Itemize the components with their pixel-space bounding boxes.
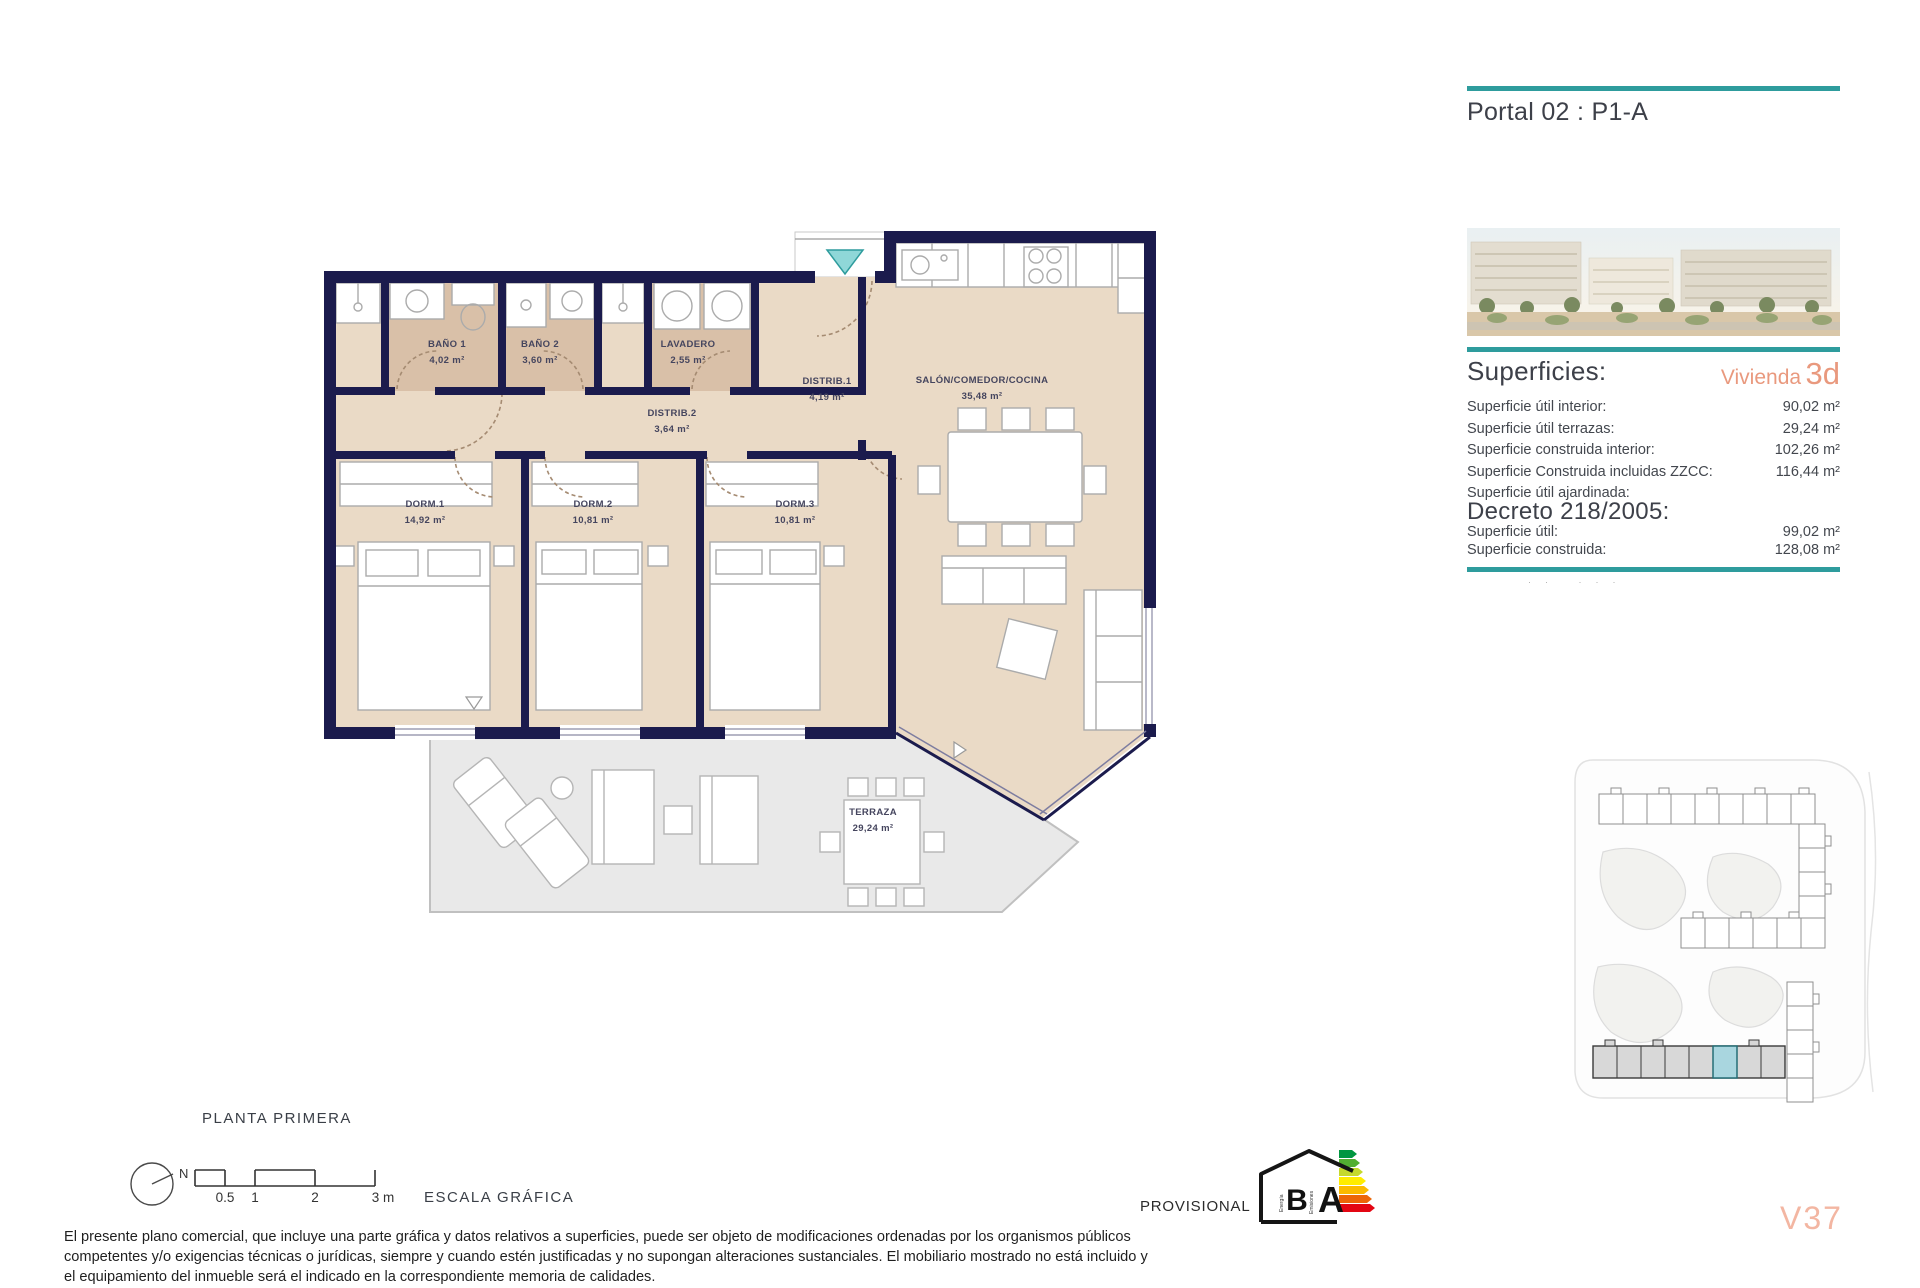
superficie-row: Superficie útil ajardinada: <box>1467 485 1630 501</box>
superficie-row: Superficie Construida incluidas ZZCC: 116,44 m² <box>1467 463 1840 480</box>
room-label-bano1: BAÑO 1 4,02 m² <box>428 339 466 366</box>
svg-text:B: B <box>1286 1184 1308 1217</box>
decreto-title: Decreto 218/2005: <box>1467 498 1670 525</box>
north-label: N <box>179 1166 189 1181</box>
room-label-dorm3: DORM.3 10,81 m² <box>774 499 816 526</box>
divider-superficies <box>1467 347 1840 352</box>
superficie-row: Superficie útil interior: 90,02 m² <box>1467 399 1840 415</box>
superficies-title: Superficies: <box>1467 356 1607 386</box>
room-label-distrib1: DISTRIB.1 4,19 m² <box>802 376 852 403</box>
site-plan-highlight-unit <box>1713 1046 1737 1078</box>
room-label-distrib2: DISTRIB.2 3,64 m² <box>647 408 697 435</box>
superficie-row: Superficie construida interior: 102,26 m² <box>1467 442 1840 458</box>
portal-title: Portal 02 : P1-A <box>1467 98 1649 126</box>
scale-tick: 0.5 <box>215 1190 235 1205</box>
vivienda-label: Vivienda <box>1720 366 1802 389</box>
building-row-highlighted <box>1593 1040 1785 1078</box>
provisional-label: PROVISIONAL <box>1140 1198 1251 1215</box>
vivienda-code <box>1467 356 1840 392</box>
floor-level-label: PLANTA PRIMERA <box>202 1110 352 1127</box>
divider-top <box>1467 86 1840 91</box>
superficie-row: Superficie útil terrazas: 29,24 m² <box>1467 420 1840 437</box>
building-render-image <box>1467 228 1840 336</box>
scale-bar <box>195 1170 375 1186</box>
clipped-text: ·· ··· <box>1528 577 1630 585</box>
site-plan-map <box>1563 752 1880 1108</box>
energy-rating-icon <box>1253 1146 1379 1226</box>
room-label-bano2: BAÑO 2 3,60 m² <box>521 339 559 366</box>
svg-text:Emisiones: Emisiones <box>1309 1190 1315 1214</box>
version-code: V37 <box>1780 1200 1843 1236</box>
scale-tick: 2 <box>311 1190 319 1205</box>
room-label-lavadero: LAVADERO 2,55 m² <box>660 339 716 366</box>
svg-text:Energía: Energía <box>1279 1194 1285 1212</box>
divider-bottom <box>1467 567 1840 572</box>
scale-tick: 3 m <box>371 1190 395 1205</box>
room-label-salon: SALÓN/COMEDOR/COCINA 35,48 m² <box>915 375 1049 402</box>
decreto-row: Superficie útil: 99,02 m² <box>1467 524 1840 540</box>
svg-text:A: A <box>1318 1179 1344 1220</box>
legal-disclaimer: El presente plano comercial, que incluye una parte gráfica y datos relativos a superficies, puede ser objeto de modificaciones ordenadas por los organismos públicos competentes y/o exigencias técnicas o jurídicas, siempre y cuando estén justificadas y no supongan alteraciones sustanciales. El mobiliario mostrado no está incluido y el equipamiento del inmueble será el indicado en la correspondiente memoria de calidades. <box>64 1229 1148 1285</box>
decreto-row: Superficie construida: 128,08 m² <box>1467 542 1840 558</box>
room-label-terraza: TERRAZA 29,24 m² <box>849 807 897 834</box>
scale-caption: ESCALA GRÁFICA <box>424 1189 575 1206</box>
north-compass-icon <box>131 1163 173 1205</box>
vivienda-code-value: 3d <box>1805 356 1840 391</box>
scale-tick: 1 <box>251 1190 259 1205</box>
room-label-dorm2: DORM.2 10,81 m² <box>572 499 614 526</box>
room-label-dorm1: DORM.1 14,92 m² <box>404 499 446 526</box>
